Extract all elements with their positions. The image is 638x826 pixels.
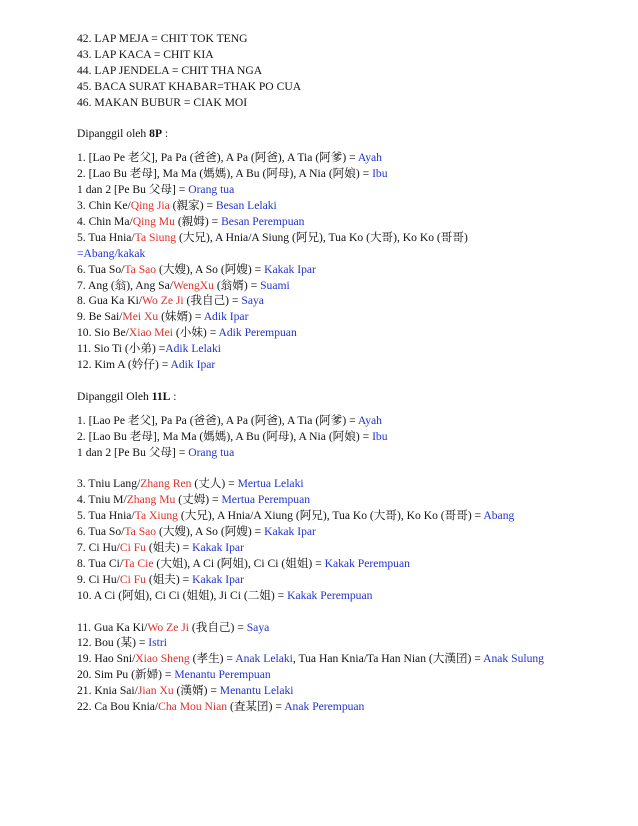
- entry-text: (大嫂), A So (阿嫂) =: [156, 262, 265, 276]
- section-11l-list-b: [77, 476, 597, 603]
- section-heading-11l: [77, 389, 597, 405]
- romanization-term: Zhang Ren: [140, 477, 192, 491]
- meaning-term: Anak Lelaki: [235, 652, 293, 666]
- entry-text: 19. Hao Sni/: [77, 652, 136, 666]
- entry-text: 7. Ci Hu/: [77, 541, 120, 555]
- entry-text: (査某囝) =: [227, 700, 285, 714]
- meaning-term: =Abang/kakak: [77, 246, 146, 260]
- meaning-term: Mertua Lelaki: [237, 477, 304, 491]
- entry-text: (丈人) =: [191, 477, 238, 491]
- meaning-term: Besan Lelaki: [215, 199, 277, 213]
- list-item: [77, 95, 597, 111]
- entry-text: 43. LAP KACA = CHIT KIA: [77, 47, 214, 61]
- romanization-term: Mei Xu: [122, 310, 159, 324]
- entry-text: (姐夫) =: [145, 541, 193, 555]
- entry-text: 6. Tua So/: [77, 525, 125, 539]
- entry-text: (大嫂), A So (阿嫂) =: [156, 525, 265, 539]
- romanization-term: Jian Xu: [137, 684, 174, 698]
- entry-text: 2. [Lao Bu 老母], Ma Ma (媽媽), A Bu (阿母), A Nia (阿娘) =: [77, 429, 373, 443]
- entry-text: (姐夫) =: [145, 572, 193, 586]
- romanization-term: Qing Jia: [130, 199, 170, 213]
- entry-text: 9. Ci Hu/: [77, 572, 120, 586]
- entry-text: 1 dan 2 [Pe Bu 父母] =: [77, 445, 189, 459]
- list-item: [77, 341, 597, 357]
- entry-text: 9. Be Sai/: [77, 310, 123, 324]
- list-item: [77, 540, 597, 556]
- meaning-term: Kakak Ipar: [264, 262, 316, 276]
- entry-text: (漢婿) =: [173, 684, 220, 698]
- romanization-term: Wo Ze Ji: [147, 620, 189, 634]
- entry-text: (翁婿) =: [213, 278, 261, 292]
- document-content: [77, 31, 597, 715]
- entry-text: 4. Tniu M/: [77, 493, 127, 507]
- entry-text: 6. Tua So/: [77, 262, 125, 276]
- entry-text: (我自己) =: [188, 620, 247, 634]
- list-item: [77, 445, 597, 461]
- list-item: [77, 651, 597, 667]
- entry-text: (大兄), A Hnia/A Xiung (阿兄), Tua Ko (大哥), Ko Ko (哥哥) =: [177, 509, 484, 523]
- entry-text: 12. Kim A (妗仔) =: [77, 358, 171, 372]
- meaning-term: Orang tua: [188, 183, 235, 197]
- intro-list: [77, 31, 597, 111]
- section-11l-list-c: [77, 620, 597, 715]
- meaning-term: Kakak Ipar: [264, 525, 316, 539]
- section-heading-prefix: Dipanggil oleh: [77, 127, 150, 141]
- list-item: [77, 278, 597, 294]
- section-heading-8p: [77, 126, 597, 142]
- list-item: [77, 325, 597, 341]
- entry-text: 10. A Ci (阿姐), Ci Ci (姐姐), Ji Ci (二姐) =: [77, 588, 288, 602]
- meaning-term: Abang: [483, 509, 515, 523]
- romanization-term: Xiao Sheng: [135, 652, 190, 666]
- entry-text: 22. Ca Bou Knia/: [77, 700, 159, 714]
- list-item: [77, 230, 597, 246]
- list-item: [77, 588, 597, 604]
- romanization-term: Wo Ze Ji: [142, 294, 184, 308]
- meaning-term: Menantu Lelaki: [219, 684, 294, 698]
- meaning-term: Anak Sulung: [483, 652, 544, 666]
- entry-text: 11. Gua Ka Ki/: [77, 620, 148, 634]
- entry-text: 46. MAKAN BUBUR = CIAK MOI: [77, 95, 248, 109]
- list-item: [77, 699, 597, 715]
- entry-text: (親姆) =: [174, 214, 222, 228]
- entry-text: 8. Tua Ci/: [77, 556, 124, 570]
- meaning-term: Adik Lelaki: [165, 342, 221, 356]
- entry-text: 44. LAP JENDELA = CHIT THA NGA: [77, 63, 263, 77]
- romanization-term: Cha Mou Nian: [158, 700, 228, 714]
- meaning-term: Kakak Ipar: [192, 541, 244, 555]
- entry-text: 3. Chin Ke/: [77, 199, 131, 213]
- entry-text: (妹婿) =: [158, 310, 204, 324]
- romanization-term: Xiao Mei: [128, 326, 173, 340]
- list-item: [77, 150, 597, 166]
- meaning-term: Ibu: [372, 429, 388, 443]
- entry-text: 4. Chin Ma/: [77, 214, 133, 228]
- meaning-term: Orang tua: [188, 445, 235, 459]
- meaning-term: Adik Perempuan: [218, 326, 297, 340]
- meaning-term: Ayah: [357, 413, 382, 427]
- meaning-term: Anak Perempuan: [284, 700, 365, 714]
- list-item: [77, 429, 597, 445]
- meaning-term: Saya: [241, 294, 264, 308]
- list-item: [77, 508, 597, 524]
- meaning-term: Kakak Ipar: [192, 572, 244, 586]
- meaning-term: Mertua Perempuan: [221, 493, 311, 507]
- entry-text: (小妹) =: [172, 326, 219, 340]
- list-item: [77, 413, 597, 429]
- entry-text: (丈姆) =: [175, 493, 222, 507]
- list-item: [77, 182, 597, 198]
- romanization-term: Ta Xiung: [134, 509, 178, 523]
- list-item: [77, 556, 597, 572]
- list-item: [77, 309, 597, 325]
- entry-text: (孝生) =: [189, 652, 236, 666]
- list-item: [77, 262, 597, 278]
- list-item: [77, 79, 597, 95]
- entry-text: 12. Bou (某) =: [77, 636, 149, 650]
- list-item: [77, 357, 597, 373]
- meaning-term: Kakak Perempuan: [287, 588, 373, 602]
- list-item: [77, 31, 597, 47]
- meaning-term: Adik Ipar: [170, 358, 216, 372]
- meaning-term: Ayah: [357, 151, 382, 165]
- entry-text: 5. Tua Hnia/: [77, 230, 135, 244]
- entry-text: 3. Tniu Lang/: [77, 477, 141, 491]
- list-item: [77, 63, 597, 79]
- entry-text: 45. BACA SURAT KHABAR=THAK PO CUA: [77, 79, 302, 93]
- entry-text: 1. [Lao Pe 老父], Pa Pa (爸爸), A Pa (阿爸), A Tia (阿爹) =: [77, 151, 358, 165]
- list-item: [77, 47, 597, 63]
- romanization-term: Ta Siung: [134, 230, 177, 244]
- entry-text: 1. [Lao Pe 老父], Pa Pa (爸爸), A Pa (阿爸), A Tia (阿爹) =: [77, 413, 358, 427]
- entry-text: 10. Sio Be/: [77, 326, 129, 340]
- entry-text: 20. Sim Pu (新婦) =: [77, 668, 175, 682]
- section-11l-list-a: [77, 413, 597, 461]
- romanization-term: Ta Sao: [124, 525, 157, 539]
- entry-text: (親家) =: [169, 199, 216, 213]
- section-8p-list: [77, 150, 597, 373]
- meaning-term: Kakak Perempuan: [324, 556, 410, 570]
- list-item: [77, 476, 597, 492]
- entry-text: 8. Gua Ka Ki/: [77, 294, 143, 308]
- meaning-term: Istri: [148, 636, 167, 650]
- romanization-term: WengXu: [172, 278, 214, 292]
- entry-text: 21. Knia Sai/: [77, 684, 138, 698]
- meaning-term: Besan Perempuan: [221, 214, 305, 228]
- list-item: [77, 683, 597, 699]
- list-item: [77, 572, 597, 588]
- romanization-term: Qing Mu: [132, 214, 175, 228]
- entry-text: (大姐), A Ci (阿姐), Ci Ci (姐姐) =: [153, 556, 325, 570]
- list-item: [77, 293, 597, 309]
- entry-text: 1 dan 2 [Pe Bu 父母] =: [77, 183, 189, 197]
- list-item: [77, 214, 597, 230]
- list-item: [77, 635, 597, 651]
- meaning-term: Ibu: [372, 167, 388, 181]
- meaning-term: Menantu Perempuan: [174, 668, 271, 682]
- section-heading-suffix: :: [170, 389, 177, 403]
- section-heading-prefix: Dipanggil Oleh: [77, 389, 152, 403]
- meaning-term: Saya: [246, 620, 270, 634]
- section-heading-code: 11L: [151, 389, 171, 403]
- list-item: [77, 246, 597, 262]
- entry-text: , Tua Han Knia/Ta Han Nian (大漢囝) =: [292, 652, 484, 666]
- list-item: [77, 166, 597, 182]
- entry-text: 7. Ang (翁), Ang Sa/: [77, 278, 173, 292]
- list-item: [77, 524, 597, 540]
- list-item: [77, 620, 597, 636]
- romanization-term: Ta Sao: [124, 262, 157, 276]
- entry-text: (我自己) =: [183, 294, 242, 308]
- list-item: [77, 492, 597, 508]
- entry-text: (大兄), A Hnia/A Siung (阿兄), Tua Ko (大哥), Ko Ko (哥哥): [176, 230, 468, 244]
- entry-text: 2. [Lao Bu 老母], Ma Ma (媽媽), A Bu (阿母), A Nia (阿娘) =: [77, 167, 373, 181]
- list-item: [77, 667, 597, 683]
- romanization-term: Ta Cie: [123, 556, 154, 570]
- meaning-term: Suami: [260, 278, 290, 292]
- list-item: [77, 198, 597, 214]
- romanization-term: Ci Fu: [119, 572, 146, 586]
- romanization-term: Ci Fu: [119, 541, 146, 555]
- entry-text: 42. LAP MEJA = CHIT TOK TENG: [77, 32, 248, 45]
- section-heading-code: 8P: [149, 127, 163, 141]
- section-heading-suffix: :: [162, 127, 169, 141]
- romanization-term: Zhang Mu: [126, 493, 176, 507]
- entry-text: 5. Tua Hnia/: [77, 509, 135, 523]
- entry-text: 11. Sio Ti (小弟) =: [77, 342, 166, 356]
- meaning-term: Adik Ipar: [203, 310, 249, 324]
